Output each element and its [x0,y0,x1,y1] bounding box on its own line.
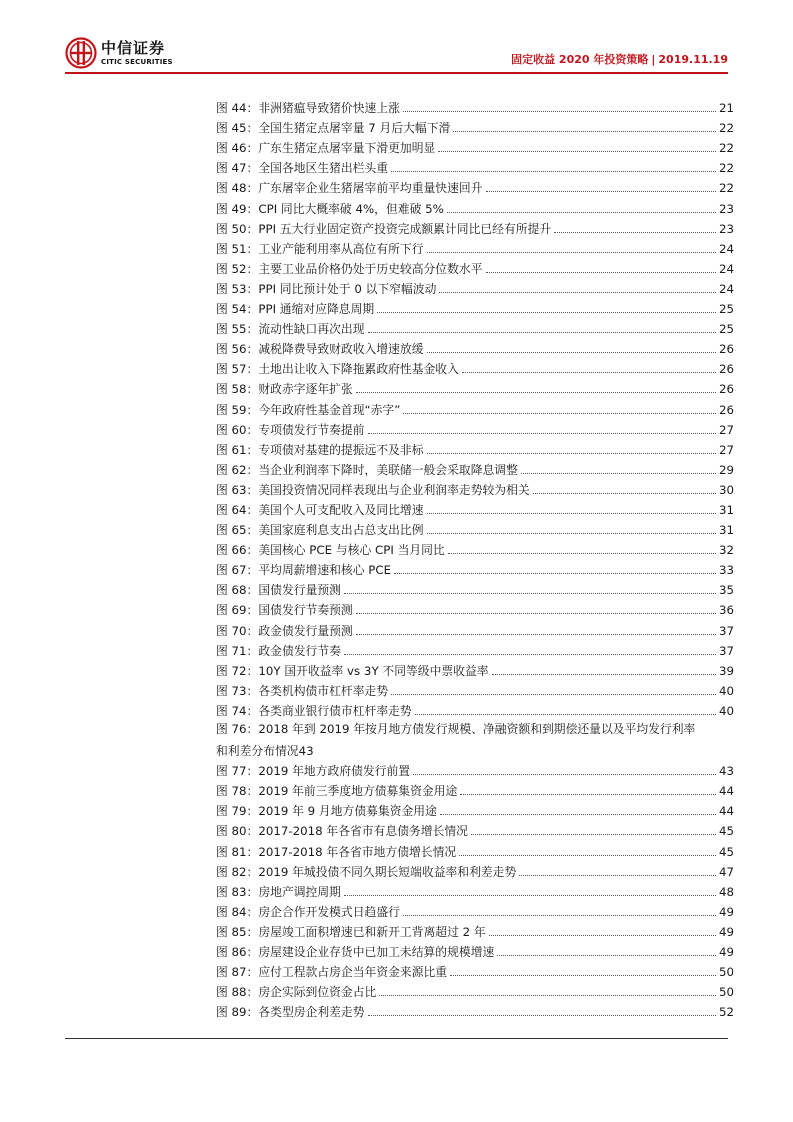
report-date: 2019.11.19 [658,53,728,66]
toc-entry-page: 26 [718,382,734,397]
toc-entry-label: 图 80：2017-2018 年各省市有息债务增长情况 [216,824,468,839]
toc-entry-label: 图 85：房屋竣工面积增速已和新开工背离超过 2 年 [216,924,486,939]
toc-entry-label: 图 77：2019 年地方政府债发行前置 [216,764,411,779]
toc-leader [459,855,716,856]
toc-entry-label: 图 89：各类型房企利差走势 [216,1005,365,1020]
toc-entry[interactable] [216,1000,734,1020]
toc-entry[interactable] [216,337,734,357]
toc-leader [427,513,716,514]
toc-leader [368,433,716,434]
toc-entry-label: 图 47：全国各地区生猪出栏头重 [216,161,389,176]
toc-entry-label: 图 84：房企合作开发模式日趋盛行 [216,904,400,919]
toc-entry-page: 27 [718,422,734,437]
toc-leader [356,392,716,393]
toc-leader [391,171,716,172]
toc-leader [344,654,716,655]
toc-entry-page: 43 [718,764,734,779]
toc-entry-label: 图 63：美国投资情况同样表现出与企业利润率走势较为相关 [216,482,530,497]
toc-entry-page: 52 [718,1005,734,1020]
toc-entry-page: 45 [718,844,734,859]
toc-entry[interactable] [216,880,734,900]
toc-entry[interactable] [216,418,734,438]
toc-entry-page: 26 [718,402,734,417]
toc-entry-label: 图 65：美国家庭利息支出占总支出比例 [216,523,424,538]
toc-entry-page: 49 [718,945,734,960]
toc-entry[interactable] [216,779,734,799]
toc-leader [460,794,716,795]
toc-leader [356,613,716,614]
toc-entry[interactable] [216,156,734,176]
toc-entry-page: 21 [718,101,734,116]
toc-entry-page: 49 [718,924,734,939]
toc-entry[interactable] [216,377,734,397]
report-name: 固定收益 2020 年投资策略 [511,53,649,66]
toc-entry-page: 22 [718,181,734,196]
toc-entry-page: 35 [718,583,734,598]
toc-leader [462,372,716,373]
toc-entry-label: 图 45：全国生猪定点屠宰量 7 月后大幅下滑 [216,121,451,136]
toc-entry-label: 图 76：2018 年到 2019 年按月地方债发行规模、净融资额和到期偿还量以及平均发行利率 [216,721,696,736]
toc-entry-page: 22 [718,141,734,156]
toc-entry[interactable] [216,478,734,498]
toc-entry-page: 24 [718,261,734,276]
toc-entry[interactable] [216,960,734,980]
toc-entry-label: 图 59：今年政府性基金首现“赤字” [216,402,401,417]
toc-entry-label: 图 78：2019 年前三季度地方债募集资金用途 [216,784,458,799]
toc-entry-page: 22 [718,161,734,176]
toc-entry-label: 图 72：10Y 国开收益率 vs 3Y 不同等级中票收益率 [216,663,489,678]
toc-entry[interactable] [216,136,734,156]
toc-entry[interactable] [216,819,734,839]
toc-leader [403,111,716,112]
toc-entry-label: 图 69：国债发行节奏预测 [216,603,353,618]
toc-leader [403,413,716,414]
toc-entry-label: 图 79：2019 年 9 月地方债募集资金用途 [216,804,437,819]
toc-entry-label: 图 71：政金债发行节奏 [216,643,341,658]
toc-entry-page: 29 [718,462,734,477]
toc-entry-page: 36 [718,603,734,618]
toc-leader [344,895,716,896]
toc-entry-page: 44 [718,784,734,799]
toc-entry-page: 44 [718,804,734,819]
toc-entry-label: 图 52：主要工业品价格仍处于历史较高分位数水平 [216,261,483,276]
toc-leader [471,834,716,835]
toc-leader [521,473,716,474]
toc-entry[interactable] [216,277,734,297]
toc-leader [413,774,716,775]
toc-entry-page: 31 [718,523,734,538]
toc-entry[interactable] [216,759,734,779]
toc-entry-label: 图 86：房屋建设企业存货中已加工未结算的规模增速 [216,945,495,960]
toc-entry-label: 图 61：专项债对基建的提振远不及非标 [216,442,424,457]
toc-entry-label: 图 83：房地产调控周期 [216,884,341,899]
toc-entry-page: 37 [718,643,734,658]
toc-entry[interactable] [216,940,734,960]
toc-leader [489,935,716,936]
page-header [65,30,728,72]
header-separator: | [651,53,656,66]
toc-entry-page: 33 [718,563,734,578]
toc-entry-label: 图 56：减税降费导致财政收入增速放缓 [216,342,424,357]
toc-entry-page: 43 [298,744,314,759]
logo-english-name: CITIC SECURITIES [101,57,173,66]
toc-leader [439,292,716,293]
toc-leader [448,553,716,554]
toc-entry-page: 47 [718,864,734,879]
toc-leader [394,573,716,574]
toc-entry-page: 39 [718,663,734,678]
toc-entry[interactable] [216,217,734,237]
toc-entry-label: 图 66：美国核心 PCE 与核心 CPI 当月同比 [216,543,445,558]
toc-leader [497,955,716,956]
toc-entry-label: 图 53：PPI 同比预计处于 0 以下窄幅波动 [216,281,437,296]
toc-entry[interactable] [216,317,734,337]
toc-entry[interactable] [216,96,734,116]
toc-entry[interactable] [216,578,734,598]
toc-entry[interactable] [216,257,734,277]
toc-leader [415,714,716,715]
toc-entry[interactable] [216,618,734,638]
toc-entry-label: 图 50：PPI 五大行业固定资产投资完成额累计同比已经有所提升 [216,221,552,236]
toc-entry-label: 图 49：CPI 同比大概率破 4%，但难破 5% [216,201,444,216]
toc-entry-label: 图 60：专项债发行节奏提前 [216,422,365,437]
toc-entry[interactable] [216,679,734,699]
toc-entry-page: 48 [718,884,734,899]
toc-entry[interactable] [216,699,734,719]
toc-leader [344,593,716,594]
toc-entry[interactable] [216,920,734,940]
citic-logo [65,36,173,70]
toc-entry-page: 40 [718,703,734,718]
toc-entry-page: 30 [718,482,734,497]
toc-entry-label: 图 57：土地出让收入下降拖累政府性基金收入 [216,362,459,377]
toc-entry[interactable] [216,297,734,317]
toc-entry-label: 图 51：工业产能利用率从高位有所下行 [216,241,424,256]
toc-entry-page: 26 [718,362,734,377]
figure-list [216,96,734,1020]
toc-entry[interactable] [216,639,734,659]
toc-entry[interactable] [216,799,734,819]
toc-entry[interactable] [216,498,734,518]
toc-entry[interactable] [216,196,734,216]
toc-entry-label: 图 62：当企业利润率下降时，美联储一般会采取降息调整 [216,462,518,477]
toc-entry-page: 37 [718,623,734,638]
toc-leader [427,453,716,454]
toc-leader [519,875,716,876]
toc-entry[interactable] [216,538,734,558]
toc-entry-label: 图 81：2017-2018 年各省市地方债增长情况 [216,844,457,859]
toc-entry[interactable] [216,860,734,880]
toc-leader [450,975,716,976]
toc-entry-label: 图 87：应付工程款占房企当年资金来源比重 [216,965,448,980]
toc-entry[interactable] [216,237,734,257]
toc-entry[interactable] [216,397,734,417]
toc-leader [427,533,716,534]
toc-entry-label: 图 67：平均周薪增速和核心 PCE [216,563,392,578]
toc-entry[interactable] [216,458,734,478]
toc-entry-page: 25 [718,302,734,317]
toc-entry[interactable] [216,176,734,196]
toc-leader [403,915,716,916]
toc-entry-label: 图 58：财政赤字逐年扩张 [216,382,353,397]
toc-entry-label: 图 68：国债发行量预测 [216,583,341,598]
header-rule [65,72,728,74]
toc-entry-page: 26 [718,342,734,357]
toc-entry[interactable] [216,980,734,1000]
toc-entry-page: 50 [718,985,734,1000]
toc-entry-page: 24 [718,281,734,296]
toc-entry-label: 图 74：各类商业银行债市杠杆率走势 [216,703,412,718]
toc-entry[interactable] [216,659,734,679]
toc-entry-page: 45 [718,824,734,839]
toc-entry-page: 49 [718,904,734,919]
toc-leader [391,694,716,695]
toc-entry[interactable] [216,558,734,578]
toc-leader [486,191,716,192]
toc-leader [438,151,716,152]
toc-leader [356,634,716,635]
toc-leader [379,995,716,996]
toc-leader [440,814,716,815]
report-title [511,51,728,67]
toc-leader [447,212,716,213]
toc-entry-page: 23 [718,221,734,236]
toc-entry[interactable] [216,900,734,920]
toc-entry-label-cont: 和利差分布情况 [216,744,299,759]
toc-entry-page: 50 [718,965,734,980]
toc-leader [368,332,716,333]
toc-leader [486,272,716,273]
citic-logo-icon [65,37,97,69]
toc-entry-label: 图 54：PPI 通缩对应降息周期 [216,302,375,317]
toc-entry-page: 32 [718,543,734,558]
toc-entry-page: 31 [718,502,734,517]
toc-entry-label: 图 70：政金债发行量预测 [216,623,353,638]
toc-entry[interactable] [216,438,734,458]
toc-entry[interactable] [216,719,734,759]
toc-entry-label: 图 88：房企实际到位资金占比 [216,985,377,1000]
toc-entry-label: 图 55：流动性缺口再次出现 [216,322,365,337]
toc-entry[interactable] [216,839,734,859]
toc-entry-page: 22 [718,121,734,136]
toc-leader [427,352,716,353]
toc-entry-page: 23 [718,201,734,216]
logo-chinese-name: 中信证券 [101,38,166,57]
toc-entry-label: 图 64：美国个人可支配收入及同比增速 [216,502,424,517]
toc-entry[interactable] [216,357,734,377]
toc-leader [368,1015,716,1016]
toc-entry-label: 图 48：广东屠宰企业生猪屠宰前平均重量快速回升 [216,181,483,196]
toc-entry[interactable] [216,518,734,538]
toc-leader [377,312,716,313]
toc-entry-label: 图 46：广东生猪定点屠宰量下滑更加明显 [216,141,436,156]
toc-entry-page: 24 [718,241,734,256]
toc-entry-label: 图 44：非洲猪瘟导致猪价快速上涨 [216,101,400,116]
toc-leader [533,493,716,494]
toc-entry[interactable] [216,116,734,136]
footer-rule [65,1038,728,1039]
toc-entry-label: 图 73：各类机构债市杠杆率走势 [216,683,389,698]
toc-leader [492,674,716,675]
toc-leader [453,131,716,132]
toc-entry-page: 27 [718,442,734,457]
toc-entry-label: 图 82：2019 年城投债不同久期长短端收益率和利差走势 [216,864,517,879]
toc-entry[interactable] [216,598,734,618]
toc-leader [554,232,716,233]
toc-entry-page: 25 [718,322,734,337]
toc-leader [427,252,716,253]
toc-entry-page: 40 [718,683,734,698]
